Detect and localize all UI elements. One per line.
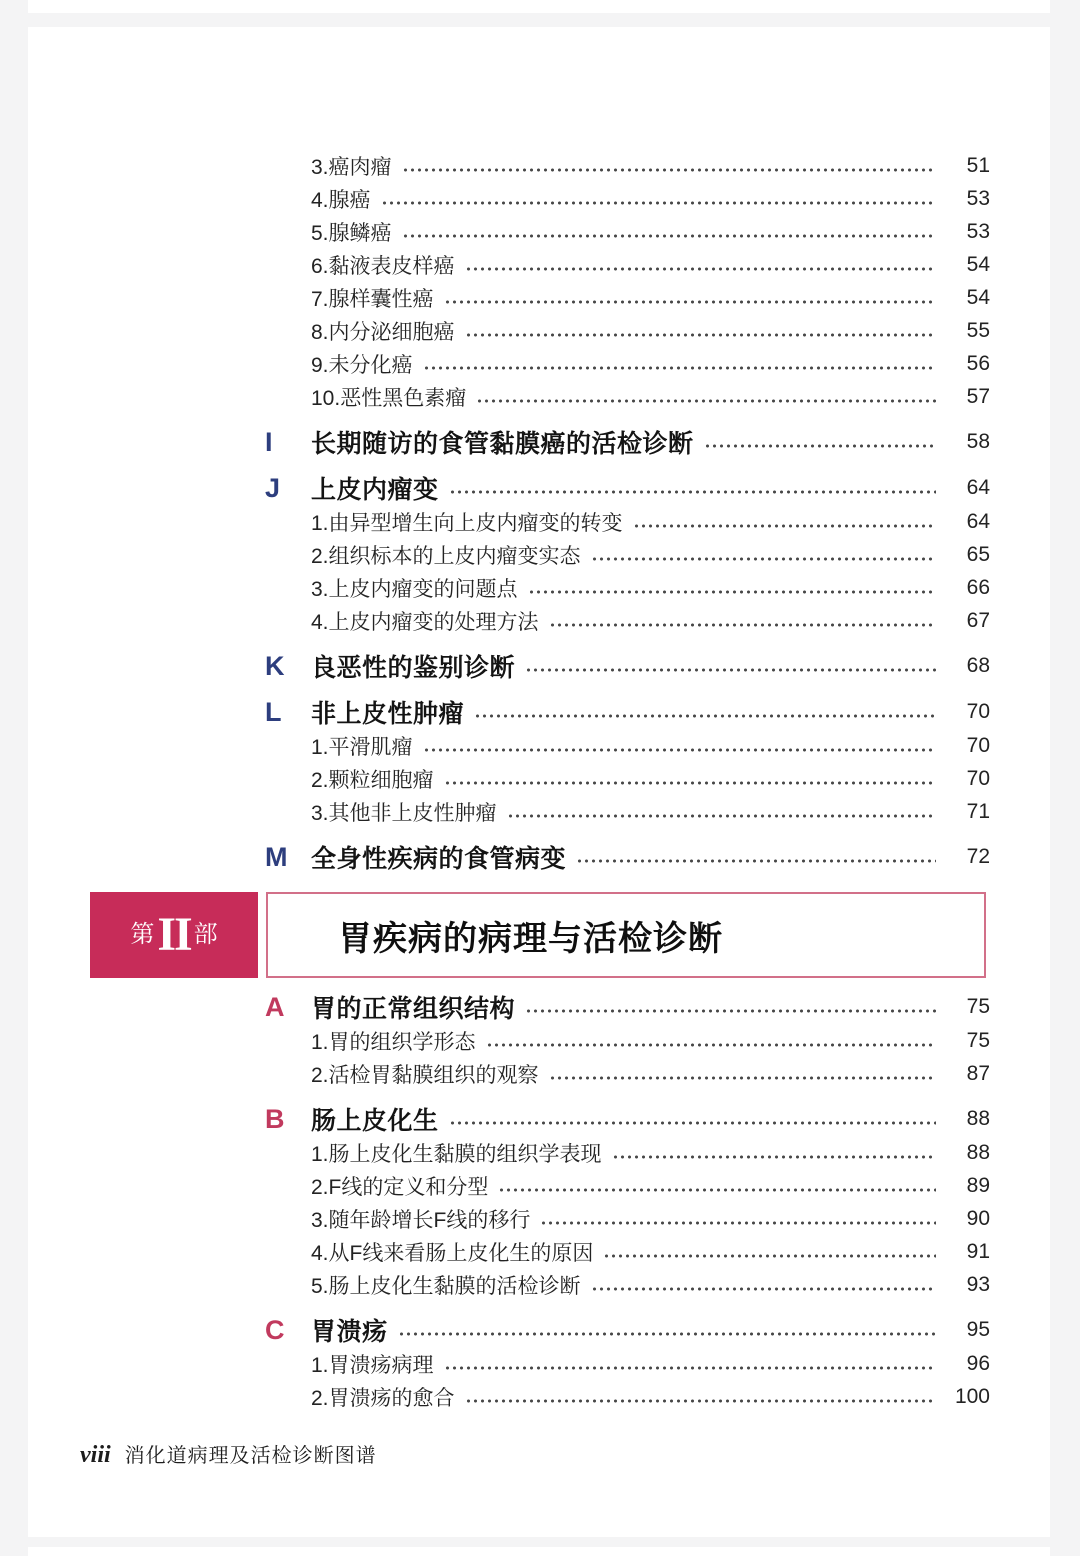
dotted-leader: [444, 1364, 936, 1372]
entry-label: 1.胃溃疡病理: [311, 1353, 434, 1377]
entry-label: 2.活检胃黏膜组织的观察: [311, 1063, 539, 1087]
part2-banner: [90, 892, 986, 978]
part-title-box: [266, 892, 986, 978]
entry-label: 1.平滑肌瘤: [311, 735, 413, 759]
toc-leading-items: [265, 149, 990, 413]
entry-page-number: 91: [966, 1239, 990, 1263]
entry-label: 4.上皮内瘤变的处理方法: [311, 610, 539, 634]
toc-part2-sections: [265, 990, 990, 1413]
section-title: 胃的正常组织结构: [311, 995, 516, 1023]
toc-entry: [311, 347, 990, 380]
section-letter: I: [265, 426, 273, 457]
toc-entry: [311, 505, 990, 538]
toc-section-entry: [265, 695, 990, 729]
part-roman-numeral: II: [157, 908, 191, 961]
entry-page-number: 67: [966, 608, 990, 632]
section-letter: C: [265, 1314, 285, 1345]
toc-entry: [311, 314, 990, 347]
toc-entry: [311, 248, 990, 281]
dotted-leader: [486, 1041, 936, 1049]
toc-section-entry: [265, 1313, 990, 1347]
toc-entry: [311, 1235, 990, 1268]
toc-entry: [311, 1024, 990, 1057]
section-title: 良恶性的鉴别诊断: [311, 654, 516, 682]
toc-entry: [311, 1268, 990, 1301]
entry-page-number: 55: [966, 318, 990, 342]
entry-label: 4.从F线来看肠上皮化生的原因: [311, 1241, 594, 1265]
entry-page-number: 75: [966, 1028, 990, 1052]
entry-page-number: 70: [966, 766, 990, 790]
dotted-leader: [612, 1153, 936, 1161]
dotted-leader: [576, 857, 936, 865]
page-footer: [80, 1439, 377, 1469]
toc-part1: [28, 27, 1050, 874]
entry-page-number: 70: [966, 700, 990, 723]
dotted-leader: [444, 779, 936, 787]
toc-entry: [311, 1347, 990, 1380]
entry-label: 7.腺样囊性癌: [311, 287, 434, 311]
entry-page-number: 75: [966, 995, 990, 1018]
next-page-edge: [28, 1547, 1050, 1556]
entry-page-number: 88: [966, 1107, 990, 1130]
section-title: 长期随访的食管黏膜癌的活检诊断: [311, 430, 694, 458]
entry-page-number: 96: [966, 1351, 990, 1375]
toc-entry: [311, 571, 990, 604]
section-letter: K: [265, 650, 285, 681]
entry-page-number: 54: [966, 252, 990, 276]
entry-page-number: 72: [966, 845, 990, 868]
dotted-leader: [498, 1186, 936, 1194]
section-letter: L: [265, 696, 282, 727]
dotted-leader: [381, 199, 936, 207]
entry-label: 3.上皮内瘤变的问题点: [311, 577, 518, 601]
entry-label: 1.肠上皮化生黏膜的组织学表现: [311, 1142, 602, 1166]
toc-entry: [311, 538, 990, 571]
entry-page-number: 95: [966, 1318, 990, 1341]
entry-page-number: 58: [966, 430, 990, 453]
entry-label: 2.F线的定义和分型: [311, 1175, 489, 1199]
toc-entry: [311, 604, 990, 637]
dotted-leader: [465, 331, 936, 339]
entry-page-number: 100: [954, 1384, 990, 1408]
dotted-leader: [476, 397, 936, 405]
entry-label: 8.内分泌细胞癌: [311, 320, 455, 344]
entry-label: 6.黏液表皮样癌: [311, 254, 455, 278]
previous-page-edge: [28, 0, 1050, 13]
part-label-prefix: 第: [130, 921, 155, 948]
toc-part1-sections: [265, 425, 990, 874]
entry-page-number: 89: [966, 1173, 990, 1197]
entry-page-number: 64: [966, 509, 990, 533]
entry-label: 4.腺癌: [311, 188, 371, 212]
entry-page-number: 53: [966, 186, 990, 210]
dotted-leader: [465, 265, 936, 273]
entry-page-number: 88: [966, 1140, 990, 1164]
section-title: 胃溃疡: [311, 1318, 388, 1346]
entry-label: 2.胃溃疡的愈合: [311, 1386, 455, 1410]
dotted-leader: [423, 746, 936, 754]
dotted-leader: [444, 298, 936, 306]
dotted-leader: [423, 364, 936, 372]
dotted-leader: [549, 1074, 936, 1082]
toc-section-entry: [265, 649, 990, 683]
folio-page-number: viii: [80, 1442, 111, 1468]
toc-section-entry: [265, 425, 990, 459]
entry-page-number: 64: [966, 476, 990, 499]
section-letter: J: [265, 472, 281, 503]
entry-page-number: 70: [966, 733, 990, 757]
part-number-box: [90, 892, 258, 978]
toc-entry: [311, 182, 990, 215]
toc-entry: [311, 762, 990, 795]
entry-page-number: 90: [966, 1206, 990, 1230]
toc-entry: [311, 281, 990, 314]
entry-label: 5.肠上皮化生黏膜的活检诊断: [311, 1274, 581, 1298]
section-title: 肠上皮化生: [311, 1107, 439, 1135]
dotted-leader: [528, 588, 936, 596]
entry-page-number: 53: [966, 219, 990, 243]
entry-page-number: 57: [966, 384, 990, 408]
entry-label: 3.癌肉瘤: [311, 155, 392, 179]
entry-page-number: 68: [966, 654, 990, 677]
toc-entry: [311, 215, 990, 248]
toc-section-entry: [265, 1102, 990, 1136]
toc-entry: [311, 1057, 990, 1090]
section-title: 全身性疾病的食管病变: [311, 845, 567, 873]
section-letter: B: [265, 1103, 285, 1134]
toc-entry: [311, 380, 990, 413]
toc-entry: [311, 149, 990, 182]
book-page: [28, 27, 1050, 1537]
toc-entry: [311, 1169, 990, 1202]
dotted-leader: [603, 1252, 936, 1260]
entry-label: 3.随年龄增长F线的移行: [311, 1208, 531, 1232]
book-title: 消化道病理及活检诊断图谱: [124, 1445, 377, 1467]
dotted-leader: [591, 555, 936, 563]
dotted-leader: [525, 1007, 936, 1015]
section-letter: A: [265, 991, 285, 1022]
entry-page-number: 87: [966, 1061, 990, 1085]
entry-label: 5.腺鳞癌: [311, 221, 392, 245]
dotted-leader: [449, 1119, 936, 1127]
dotted-leader: [591, 1285, 936, 1293]
dotted-leader: [704, 442, 936, 450]
dotted-leader: [402, 232, 936, 240]
toc-entry: [311, 1202, 990, 1235]
entry-page-number: 66: [966, 575, 990, 599]
toc-section-entry: [265, 471, 990, 505]
entry-page-number: 54: [966, 285, 990, 309]
toc-part2: [28, 990, 1050, 1413]
toc-entry: [311, 729, 990, 762]
entry-label: 10.恶性黑色素瘤: [311, 386, 467, 410]
entry-label: 3.其他非上皮性肿瘤: [311, 801, 497, 825]
toc-entry: [311, 795, 990, 828]
dotted-leader: [540, 1219, 936, 1227]
dotted-leader: [507, 812, 936, 820]
dotted-leader: [525, 666, 936, 674]
section-letter: M: [265, 841, 288, 872]
entry-page-number: 65: [966, 542, 990, 566]
dotted-leader: [398, 1330, 936, 1338]
entry-label: 2.组织标本的上皮内瘤变实态: [311, 544, 581, 568]
toc-entry: [311, 1136, 990, 1169]
part-label-suffix: 部: [193, 921, 218, 948]
dotted-leader: [449, 488, 936, 496]
toc-entry: [311, 1380, 990, 1413]
entry-page-number: 51: [966, 153, 990, 177]
dotted-leader: [633, 522, 936, 530]
entry-label: 1.胃的组织学形态: [311, 1030, 476, 1054]
entry-label: 1.由异型增生向上皮内瘤变的转变: [311, 511, 623, 535]
dotted-leader: [474, 712, 936, 720]
entry-page-number: 93: [966, 1272, 990, 1296]
section-title: 非上皮性肿瘤: [311, 700, 465, 728]
dotted-leader: [465, 1397, 936, 1405]
dotted-leader: [402, 166, 936, 174]
toc-section-entry: [265, 840, 990, 874]
toc-section-entry: [265, 990, 990, 1024]
part-title: 胃疾病的病理与活检诊断: [338, 919, 723, 958]
entry-page-number: 71: [966, 799, 990, 823]
dotted-leader: [549, 621, 936, 629]
section-title: 上皮内瘤变: [311, 476, 439, 504]
entry-page-number: 56: [966, 351, 990, 375]
entry-label: 9.未分化癌: [311, 353, 413, 377]
entry-label: 2.颗粒细胞瘤: [311, 768, 434, 792]
